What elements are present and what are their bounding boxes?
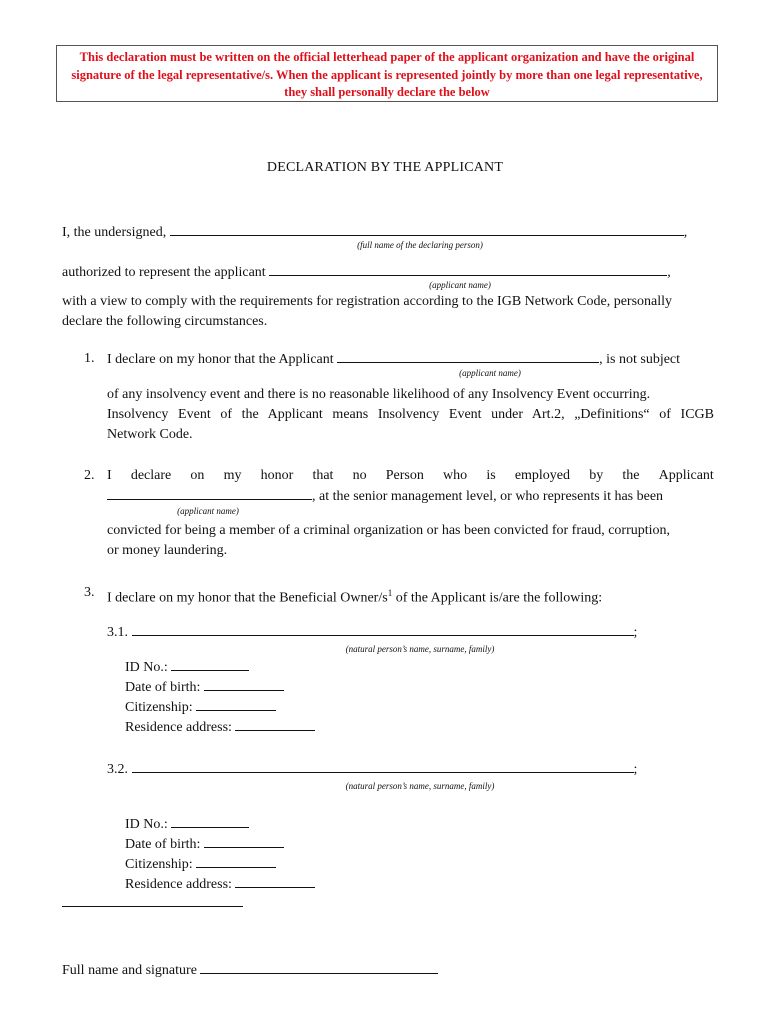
declarant-name-caption: (full name of the declaring person): [357, 240, 483, 250]
owner-1-number: 3.1.: [107, 625, 128, 640]
authorized-suffix: ,: [667, 265, 671, 280]
item-2-word: declare: [130, 468, 172, 483]
item-2-word: I: [107, 468, 112, 483]
footnote-separator: [62, 906, 243, 907]
item-1-line-1: of any insolvency event and there is no reasonable likelihood of any Insolvency Event occurring.: [107, 387, 651, 402]
intro-line-1: with a view to comply with the requirements for registration according to the IGB Network Code, personally: [62, 294, 673, 309]
owner-2-address-label: Residence address:: [125, 877, 232, 892]
applicant-name-caption: (applicant name): [429, 280, 491, 290]
item-2-word: Person: [385, 468, 424, 483]
item-1-number: 1.: [84, 351, 95, 366]
owner-2-address-field[interactable]: [235, 874, 315, 888]
item-2-word: who: [443, 468, 468, 483]
owner-1-suffix: ;: [633, 625, 638, 640]
owner-2-id-field[interactable]: [171, 814, 249, 828]
letterhead-notice: This declaration must be written on the official letterhead paper of the applicant organization and have the original signature of the legal representative/s. When the applicant is represented jointly by more than one legal representative, they shall personally declare the below: [56, 45, 718, 102]
item-2-word: honor: [260, 468, 294, 483]
owner-2-dob-field[interactable]: [204, 834, 284, 848]
item-2-line-2: or money laundering.: [107, 543, 228, 558]
signature-line: [62, 960, 438, 981]
owner-2-caption: (natural person’s name, surname, family): [345, 781, 495, 791]
owner-2-citizenship-row: [125, 854, 276, 875]
item-1-prefix: I declare on my honor that the Applicant: [107, 352, 334, 367]
owner-2-dob-label: Date of birth:: [125, 837, 201, 852]
owner-1-address-label: Residence address:: [125, 720, 232, 735]
owner-1-line: [107, 622, 637, 643]
footnote-marker: 1: [387, 588, 393, 598]
undersigned-suffix: ,: [683, 225, 688, 240]
owner-1-caption: (natural person’s name, surname, family): [345, 644, 495, 654]
owner-2-citizenship-label: Citizenship:: [125, 857, 193, 872]
authorized-line: [62, 262, 671, 283]
item-2-word: no: [352, 468, 367, 483]
intro-line-2: declare the following circumstances.: [62, 314, 268, 329]
owner-1-id-row: [125, 657, 249, 678]
document-title: DECLARATION BY THE APPLICANT: [266, 160, 504, 175]
owner-1-id-label: ID No.:: [125, 660, 168, 675]
owner-2-address-row: [125, 874, 315, 895]
item-1-line-3: Network Code.: [107, 427, 193, 442]
item-2-word: Applicant: [658, 468, 714, 483]
item-1-caption: (applicant name): [459, 368, 521, 378]
item-2-suffix: , at the senior management level, or who represents it has been: [312, 489, 664, 504]
owner-1-address-field[interactable]: [235, 717, 315, 731]
authorized-prefix: authorized to represent the applicant: [62, 265, 266, 280]
item-1-first-line: [107, 349, 680, 370]
owner-2-name-field[interactable]: [132, 759, 634, 773]
item-2-word: on: [190, 468, 205, 483]
item-2-word: that: [312, 468, 334, 483]
undersigned-prefix: I, the undersigned,: [62, 225, 167, 240]
owner-2-dob-row: [125, 834, 284, 855]
item-3-text: [107, 583, 602, 609]
owner-1-address-row: [125, 717, 315, 738]
item-1-suffix: , is not subject: [599, 352, 681, 367]
owner-1-citizenship-label: Citizenship:: [125, 700, 193, 715]
owner-1-citizenship-field[interactable]: [196, 697, 276, 711]
item-2-word: employed: [514, 468, 571, 483]
owner-2-number: 3.2.: [107, 762, 128, 777]
item-1-line-2: Insolvency Event of the Applicant means Insolvency Event under Art.2, „Definitions“ of ICGB: [107, 407, 714, 422]
applicant-name-field[interactable]: [269, 262, 667, 276]
item-3-text-after: of the Applicant is/are the following:: [392, 590, 603, 606]
item-2-first-line: [107, 466, 714, 486]
item-2-word: is: [486, 468, 496, 483]
signature-label: Full name and signature: [62, 963, 197, 978]
declarant-name-field[interactable]: [170, 222, 684, 236]
owner-1-name-field[interactable]: [132, 622, 634, 636]
owner-1-dob-row: [125, 677, 284, 698]
item-2-line-1: convicted for being a member of a criminal organization or has been convicted for fraud, corruption,: [107, 523, 671, 538]
item-3-text-before: I declare on my honor that the Beneficial Owner/s: [107, 590, 388, 606]
item-2-applicant-field[interactable]: [107, 486, 312, 500]
owner-1-dob-field[interactable]: [204, 677, 284, 691]
item-2-second-line: [107, 486, 663, 507]
owner-2-id-label: ID No.:: [125, 817, 168, 832]
signature-field[interactable]: [200, 960, 438, 974]
owner-2-citizenship-field[interactable]: [196, 854, 276, 868]
item-2-number: 2.: [84, 468, 95, 483]
owner-1-id-field[interactable]: [171, 657, 249, 671]
owner-2-id-row: [125, 814, 249, 835]
item-3-number: 3.: [84, 585, 95, 600]
owner-1-dob-label: Date of birth:: [125, 680, 201, 695]
item-2-word: by: [589, 468, 604, 483]
owner-2-line: [107, 759, 637, 780]
owner-2-suffix: ;: [633, 762, 638, 777]
item-2-caption: (applicant name): [177, 506, 239, 516]
item-2-word: my: [223, 468, 242, 483]
owner-1-citizenship-row: [125, 697, 276, 718]
item-2-word: the: [622, 468, 640, 483]
item-1-applicant-field[interactable]: [337, 349, 599, 363]
